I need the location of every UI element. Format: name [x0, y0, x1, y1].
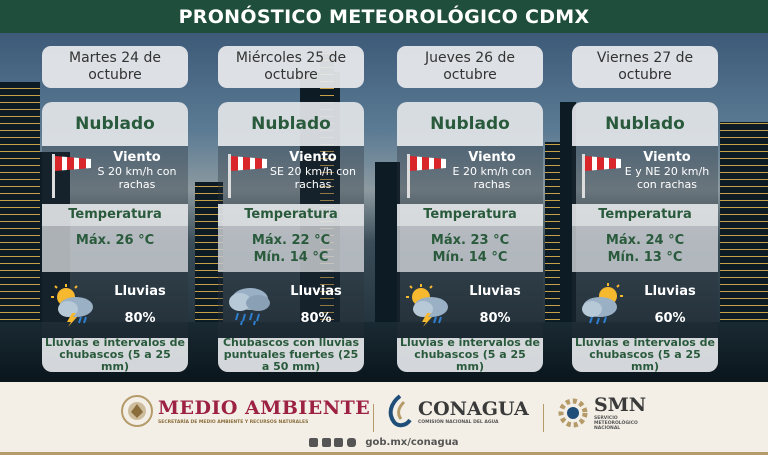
wind-row: [42, 146, 188, 204]
forecast-description: Lluvias e intervalos de chubascos (5 a 25 mm): [397, 338, 543, 372]
wind-row: [218, 146, 364, 204]
temperature-box: [218, 204, 364, 272]
temperature-values: Máx. 26 °C: [75, 233, 155, 248]
condition-label: Nublado: [397, 102, 543, 146]
temperature-values: Máx. 22 °C Mín. 14 °C: [251, 233, 331, 265]
sema-name: MEDIO AMBIENTE: [158, 397, 371, 419]
wind-description: SE 20 km/h con rachas: [270, 165, 356, 191]
day-card: [397, 102, 543, 372]
social-bar: [0, 437, 768, 449]
sun-cloud-rain-icon: [578, 283, 628, 327]
wind-description: S 20 km/h con rachas: [97, 165, 177, 191]
forecast-description: Lluvias e intervalos de chubascos (5 a 25 mm): [572, 338, 718, 372]
rain-row: [397, 272, 543, 338]
smn-logo: [556, 394, 646, 431]
day-date: Martes 24 de octubre: [68, 50, 162, 83]
forecast-description: Lluvias e intervalos de chubascos (5 a 25 mm): [42, 338, 188, 372]
day-date: Miércoles 25 de octubre: [235, 50, 347, 83]
rain-probability: 60%: [654, 311, 686, 326]
temperature-box: [42, 204, 188, 272]
cloud-rain-icon: [224, 283, 274, 327]
wind-description: E 20 km/h con rachas: [452, 165, 532, 191]
rain-row: [572, 272, 718, 338]
rain-label: Lluvias: [469, 284, 521, 299]
rain-row: [42, 272, 188, 338]
windsock-icon: [48, 150, 90, 200]
day-header: [397, 46, 543, 88]
day-date: Jueves 26 de octubre: [424, 50, 516, 83]
instagram-icon[interactable]: [347, 438, 356, 447]
temperature-label: Temperatura: [218, 204, 364, 226]
condition-label: Nublado: [42, 102, 188, 146]
conagua-subtitle: COMISIÓN NACIONAL DEL AGUA: [418, 419, 499, 425]
water-wave-icon: [386, 394, 414, 428]
sema-subtitle: SECRETARÍA DE MEDIO AMBIENTE Y RECURSOS NATURALES: [158, 420, 309, 425]
youtube-icon[interactable]: [334, 438, 343, 447]
temperature-values: Máx. 24 °C Mín. 13 °C: [605, 233, 685, 265]
rain-label: Lluvias: [644, 284, 696, 299]
windsock-icon: [578, 150, 620, 200]
temperature-label: Temperatura: [42, 204, 188, 226]
windsock-icon: [403, 150, 445, 200]
condition-label: Nublado: [572, 102, 718, 146]
sema-logo: [120, 394, 370, 428]
title-bar: [0, 0, 768, 33]
temperature-box: [397, 204, 543, 272]
temperature-values: Máx. 23 °C Mín. 14 °C: [430, 233, 510, 265]
conagua-name: CONAGUA: [418, 397, 529, 420]
rain-probability: 80%: [479, 311, 511, 326]
day-card: [572, 102, 718, 372]
wind-label: Viento: [113, 150, 161, 165]
facebook-icon[interactable]: [309, 438, 318, 447]
page-title: PRONÓSTICO METEOROLÓGICO CDMX: [178, 5, 590, 28]
day-card: [42, 102, 188, 372]
wind-label: Viento: [643, 150, 691, 165]
wind-label: Viento: [289, 150, 337, 165]
twitter-icon[interactable]: [322, 438, 331, 447]
wind-description: E y NE 20 km/h con rachas: [624, 165, 710, 191]
smn-name: SMN: [594, 394, 647, 416]
eagle-seal-icon: [120, 394, 154, 428]
forecast-description: Chubascos con lluvias puntuales fuertes (25 a 50 mm): [218, 338, 364, 372]
smn-subtitle: SERVICIO METEOROLÓGICO NACIONAL: [594, 416, 638, 431]
condition-label: Nublado: [218, 102, 364, 146]
windsock-icon: [224, 150, 266, 200]
wind-row: [397, 146, 543, 204]
temperature-box: [572, 204, 718, 272]
sun-cloud-lightning-icon: [48, 283, 98, 327]
rain-row: [218, 272, 364, 338]
day-date: Viernes 27 de octubre: [596, 50, 694, 83]
day-header: [218, 46, 364, 88]
social-url[interactable]: gob.mx/conagua: [365, 437, 459, 448]
temperature-label: Temperatura: [397, 204, 543, 226]
rain-probability: 80%: [124, 311, 156, 326]
wind-row: [572, 146, 718, 204]
day-header: [572, 46, 718, 88]
wind-label: Viento: [468, 150, 516, 165]
day-header: [42, 46, 188, 88]
gear-sun-icon: [556, 396, 590, 430]
temperature-label: Temperatura: [572, 204, 718, 226]
rain-label: Lluvias: [290, 284, 342, 299]
rain-label: Lluvias: [114, 284, 166, 299]
sun-cloud-lightning-icon: [403, 283, 453, 327]
rain-probability: 80%: [300, 311, 332, 326]
day-card: [218, 102, 364, 372]
footer: [0, 382, 768, 455]
conagua-logo: [386, 394, 529, 428]
